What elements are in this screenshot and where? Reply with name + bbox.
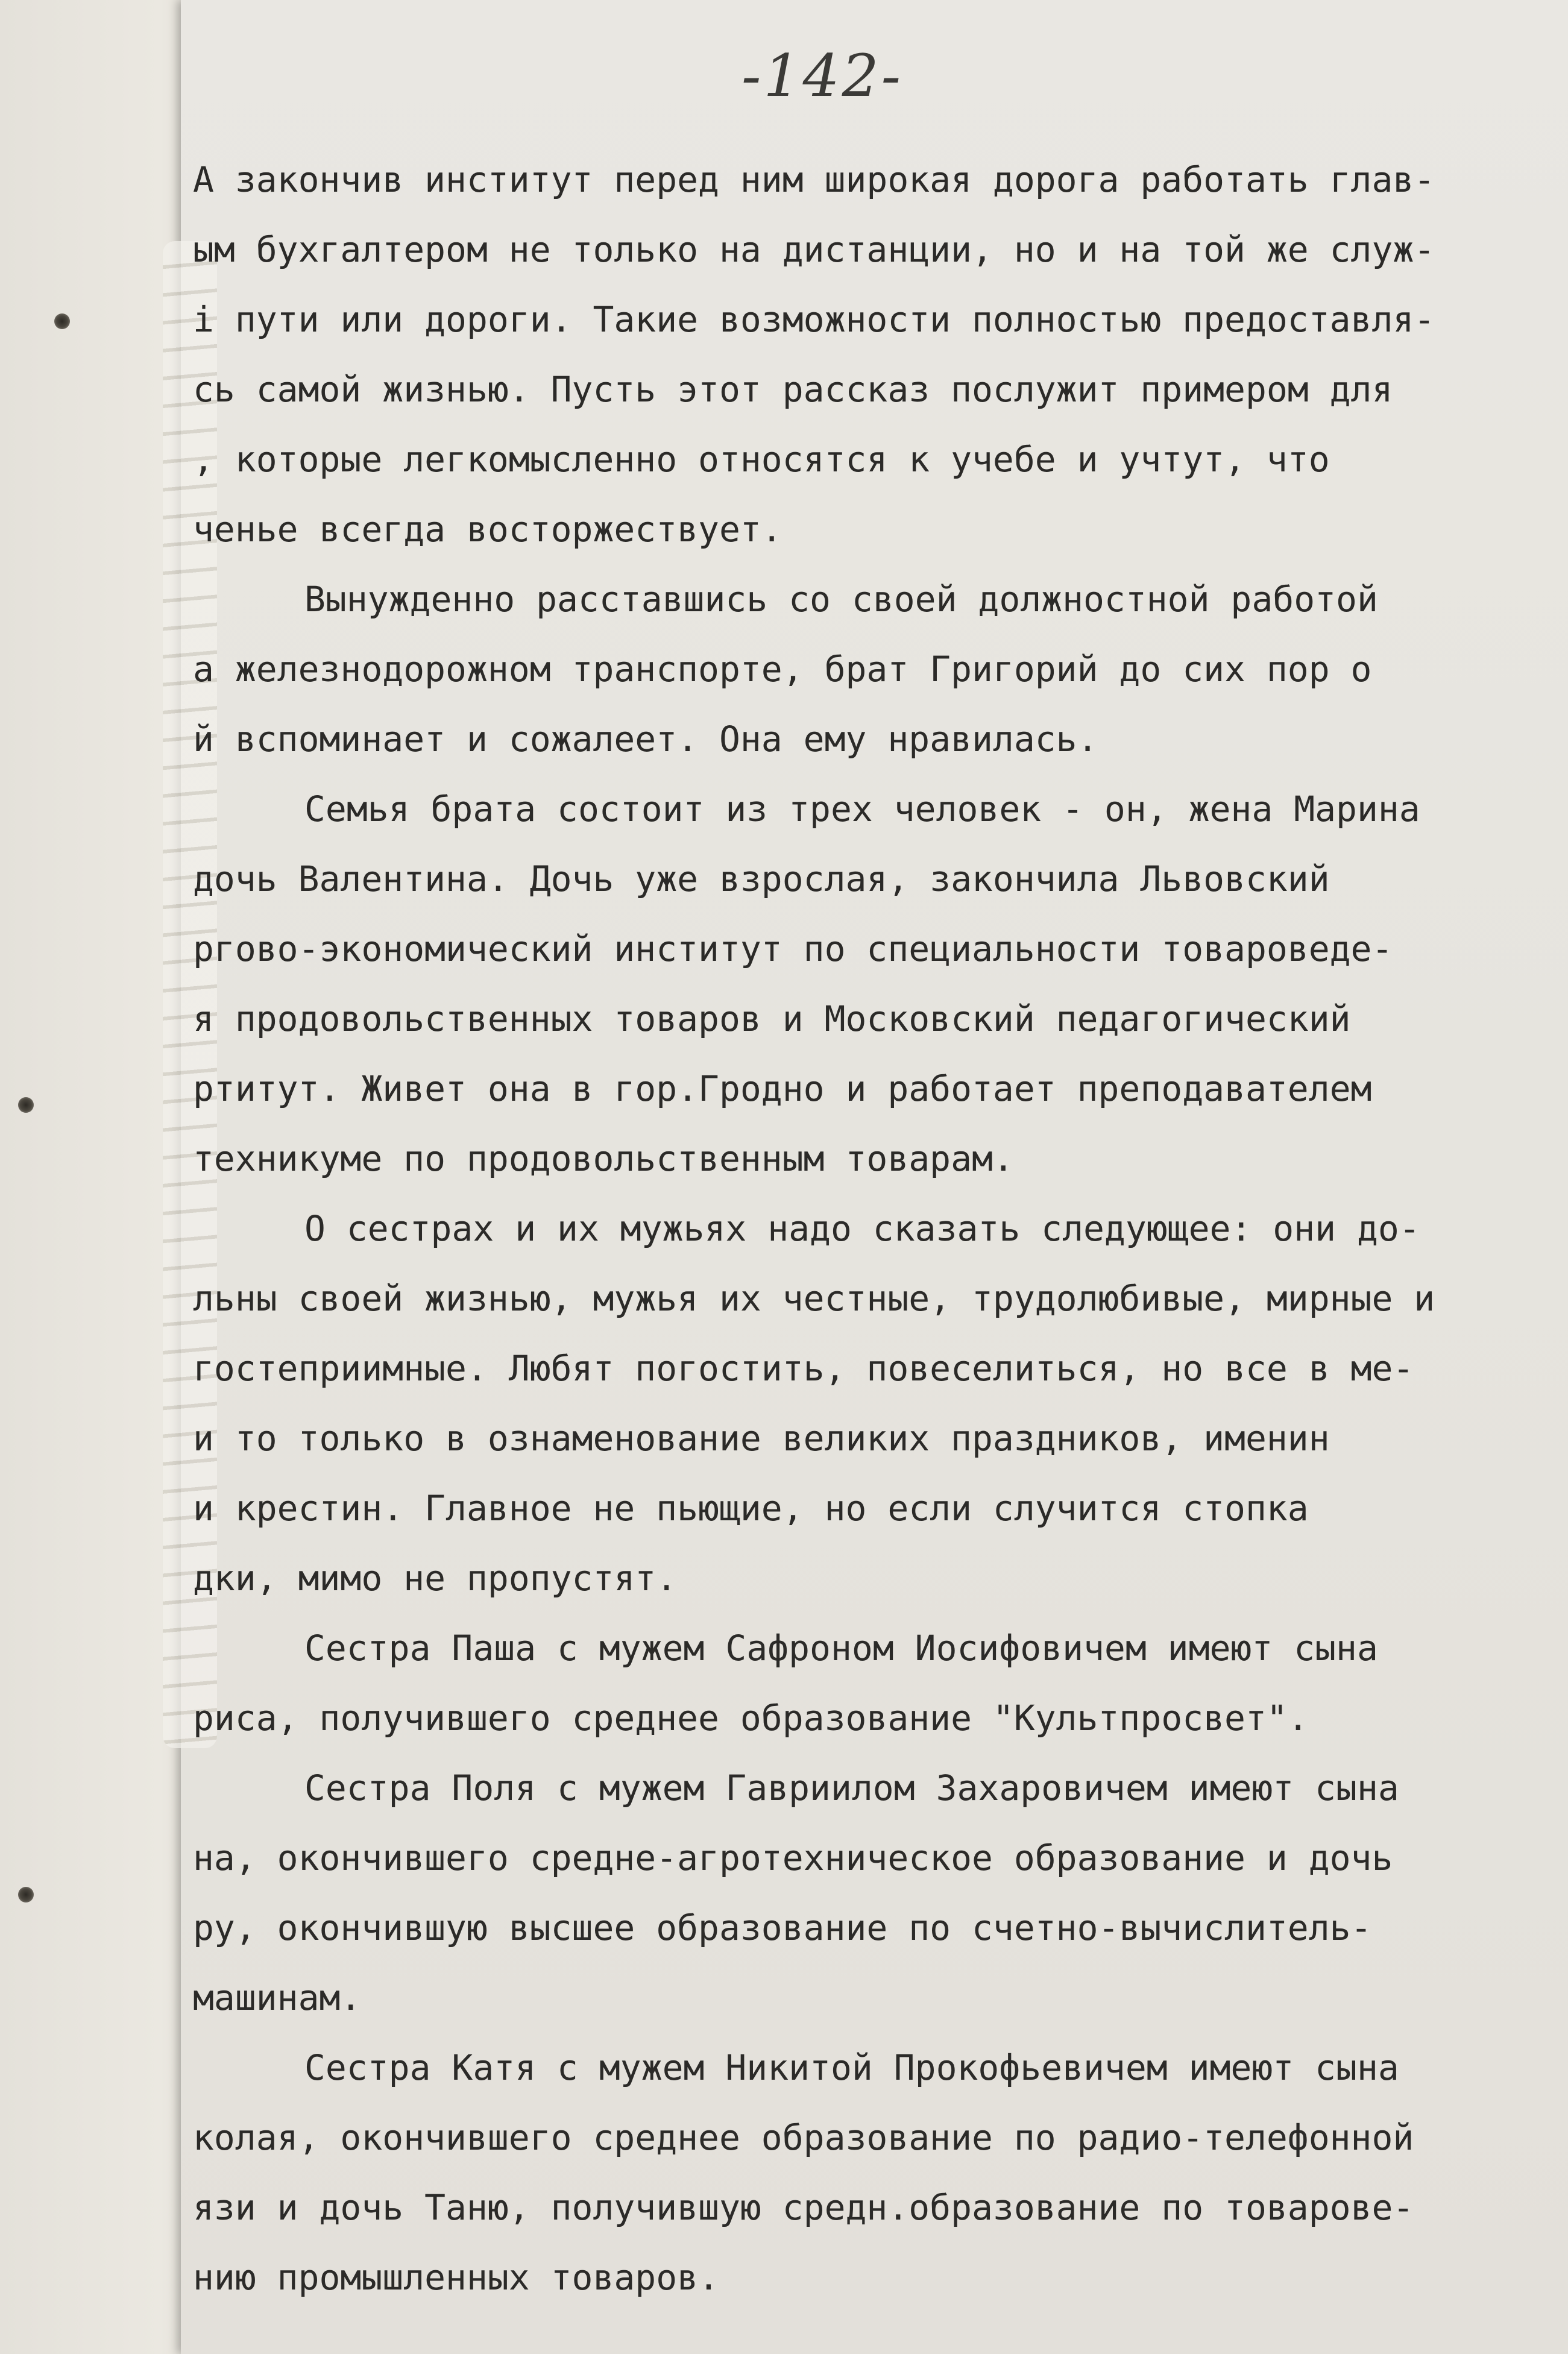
text-line: я продовольственных товаров и Московский педагогический [193,998,1351,1039]
text-line: , которые легкомысленно относятся к учебе и учтут, что [193,439,1330,480]
page-number: -142- [741,42,904,110]
text-line: ченье всегда восторжествует. [193,509,782,550]
text-line: льны своей жизнью, мужья их честные, трудолюбивые, мирные и [193,1278,1435,1319]
text-line: Семья брата состоит из трех человек - он, жена Марина [304,788,1420,829]
text-line: и то только в ознаменование великих праздников, именин [193,1418,1330,1459]
text-line: техникуме по продовольственным товарам. [193,1138,1014,1179]
text-line: ым бухгалтером не только на дистанции, но и на той же служ- [193,229,1435,270]
text-line: колая, окончившего среднее образование по радио-телефонной [193,2117,1414,2158]
typed-text-body [193,145,1561,2312]
punch-hole-middle [18,1097,34,1113]
text-line: О сестрах и их мужьях надо сказать следующее: они до- [304,1208,1420,1249]
text-line: Сестра Паша с мужем Сафроном Иосифовичем имеют сына [304,1628,1378,1669]
text-line: нию промышленных товаров. [193,2257,719,2298]
text-line: гостеприимные. Любят погостить, повеселиться, но все в ме- [193,1348,1414,1389]
punch-hole-top [54,313,70,329]
text-line: риса, получившего среднее образование "Культпросвет". [193,1698,1309,1739]
text-line: ртитут. Живет она в гор.Гродно и работает преподавателем [193,1068,1372,1109]
text-line: дки, мимо не пропустят. [193,1558,678,1599]
text-line: ргово-экономический институт по специальности товароведе- [193,928,1393,969]
text-line: сь самой жизнью. Пусть этот рассказ послужит примером для [193,369,1393,410]
text-line: а железнодорожном транспорте, брат Григорий до сих пор о [193,649,1372,690]
text-line: Сестра Катя с мужем Никитой Прокофьевичем имеют сына [304,2047,1399,2088]
text-line: язи и дочь Таню, получившую средн.образование по товарове- [193,2187,1414,2228]
text-line: ру, окончившую высшее образование по счетно-вычислитель- [193,1907,1372,1948]
text-line: машинам. [193,1977,362,2018]
text-line: Сестра Поля с мужем Гавриилом Захаровичем имеют сына [304,1767,1399,1808]
text-line: й вспоминает и сожалеет. Она ему нравилась. [193,719,1098,760]
punch-hole-bottom [18,1887,34,1902]
text-line: і пути или дороги. Такие возможности полностью предоставля- [193,299,1435,340]
text-line: А закончив институт перед ним широкая дорога работать глав- [193,159,1435,200]
text-line: Вынужденно расставшись со своей должностной работой [304,579,1378,620]
text-line: на, окончившего средне-агротехническое образование и дочь [193,1837,1393,1878]
text-line: дочь Валентина. Дочь уже взрослая, закончила Львовский [193,858,1330,899]
text-line: и крестин. Главное не пьющие, но если случится стопка [193,1488,1309,1529]
